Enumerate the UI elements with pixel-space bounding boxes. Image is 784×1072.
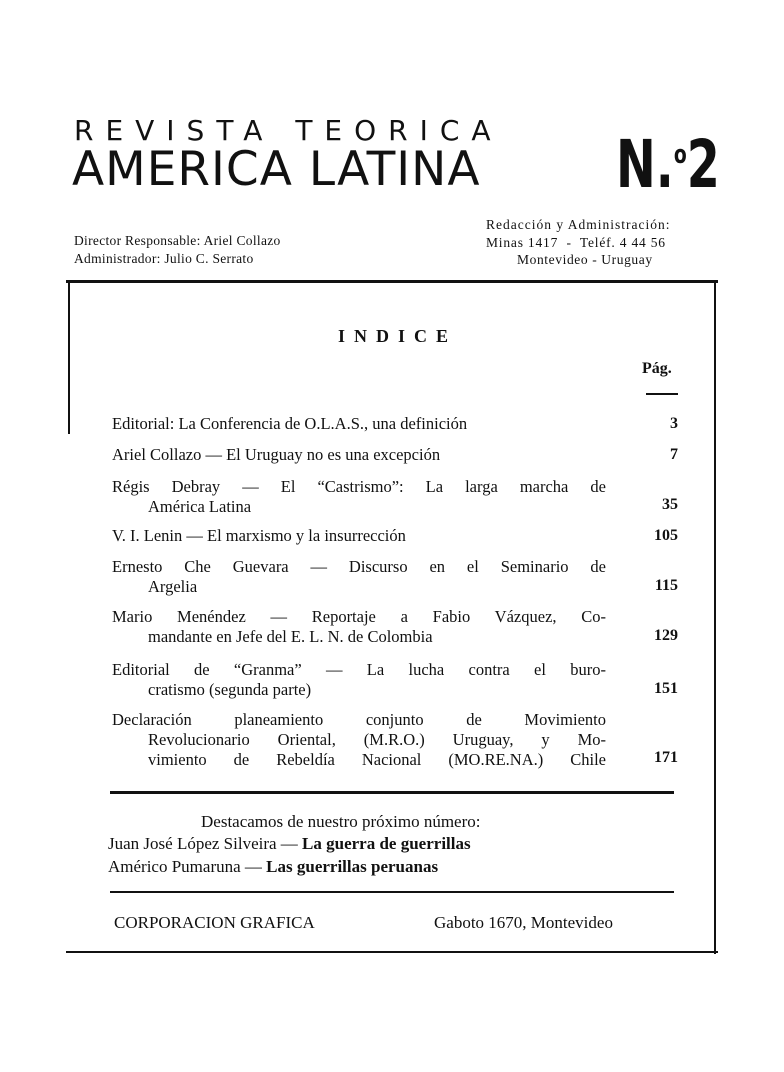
page-column-rule <box>646 393 678 395</box>
entry-page: 129 <box>654 627 678 644</box>
entry-line: Declaración planeamiento conjunto de Movimiento <box>112 710 606 729</box>
entry-line: mandante en Jefe del E. L. N. de Colombia <box>148 627 433 646</box>
next-issue-title: La guerra de guerrillas <box>302 834 471 853</box>
entry-page: 105 <box>654 527 678 544</box>
issue-number <box>616 126 720 203</box>
entry-line: Editorial de “Granma” — La lucha contra el buro- <box>112 660 606 679</box>
frame-left-rule <box>68 282 70 434</box>
index-entry <box>112 445 606 465</box>
entry-line: Mario Menéndez — Reportaje a Fabio Vázquez, Co- <box>112 607 606 626</box>
city-line: Montevideo - Uruguay <box>517 252 653 267</box>
next-issue-heading: Destacamos de nuestro próximo número: <box>201 812 481 831</box>
admin-title: Redacción y Administración: <box>486 217 671 232</box>
administrator-line: Administrador: Julio C. Serrato <box>74 251 254 266</box>
entry-line: América Latina <box>148 497 252 516</box>
index-entry <box>112 710 606 770</box>
frame-bottom-rule <box>66 951 718 953</box>
entry-page: 3 <box>670 415 678 432</box>
entry-line: Editorial: La Conferencia de O.L.A.S., una definición <box>112 414 468 433</box>
next-issue-author: Américo Pumaruna — <box>108 857 267 876</box>
entry-line: Argelia <box>148 577 198 596</box>
index-title: INDICE <box>338 326 458 346</box>
issue-label: N. <box>616 126 674 203</box>
director-line: Director Responsable: Ariel Collazo <box>74 233 281 248</box>
next-issue-title: Las guerrillas peruanas <box>266 857 439 876</box>
entry-line: vimiento de Rebeldía Nacional (MO.RE.NA.) Chile <box>148 750 606 769</box>
frame-top-rule <box>66 280 718 283</box>
entry-line: Ernesto Che Guevara — Discurso en el Seminario de <box>112 557 606 576</box>
issue-value: 2 <box>686 126 720 203</box>
next-issue-item <box>108 857 438 877</box>
frame-right-rule <box>714 282 716 954</box>
printer-name: CORPORACION GRAFICA <box>114 913 315 932</box>
entry-page: 7 <box>670 446 678 463</box>
next-issue-item <box>108 834 471 854</box>
entry-line: Revolucionario Oriental, (M.R.O.) Uruguay, y Mo- <box>148 730 606 749</box>
entry-page: 115 <box>654 577 678 594</box>
magazine-subtitle: REVISTA TEORICA <box>74 114 503 147</box>
entry-page: 151 <box>654 680 678 697</box>
index-entry <box>112 607 606 647</box>
entry-line: V. I. Lenin — El marxismo y la insurrección <box>112 526 406 545</box>
index-entry <box>112 557 606 597</box>
index-entry <box>112 414 606 434</box>
next-issue-author: Juan José López Silveira — <box>108 834 303 853</box>
page-column-label: Pág. <box>642 360 672 377</box>
index-entry <box>112 477 606 517</box>
entry-line: cratismo (segunda parte) <box>148 680 312 699</box>
entry-line: Régis Debray — El “Castrismo”: La larga marcha de <box>112 477 606 496</box>
index-entry <box>112 526 606 546</box>
section-divider <box>110 891 674 893</box>
issue-sup: o <box>673 140 687 170</box>
entry-page: 35 <box>662 496 678 513</box>
index-entry <box>112 660 606 700</box>
magazine-title: AMERICA LATINA <box>72 142 481 197</box>
address-line: Minas 1417 - Teléf. 4 44 56 <box>486 235 666 250</box>
entry-line: Ariel Collazo — El Uruguay no es una excepción <box>112 445 441 464</box>
section-divider <box>110 791 674 794</box>
printer-address: Gaboto 1670, Montevideo <box>434 913 613 932</box>
entry-page: 171 <box>654 749 678 766</box>
